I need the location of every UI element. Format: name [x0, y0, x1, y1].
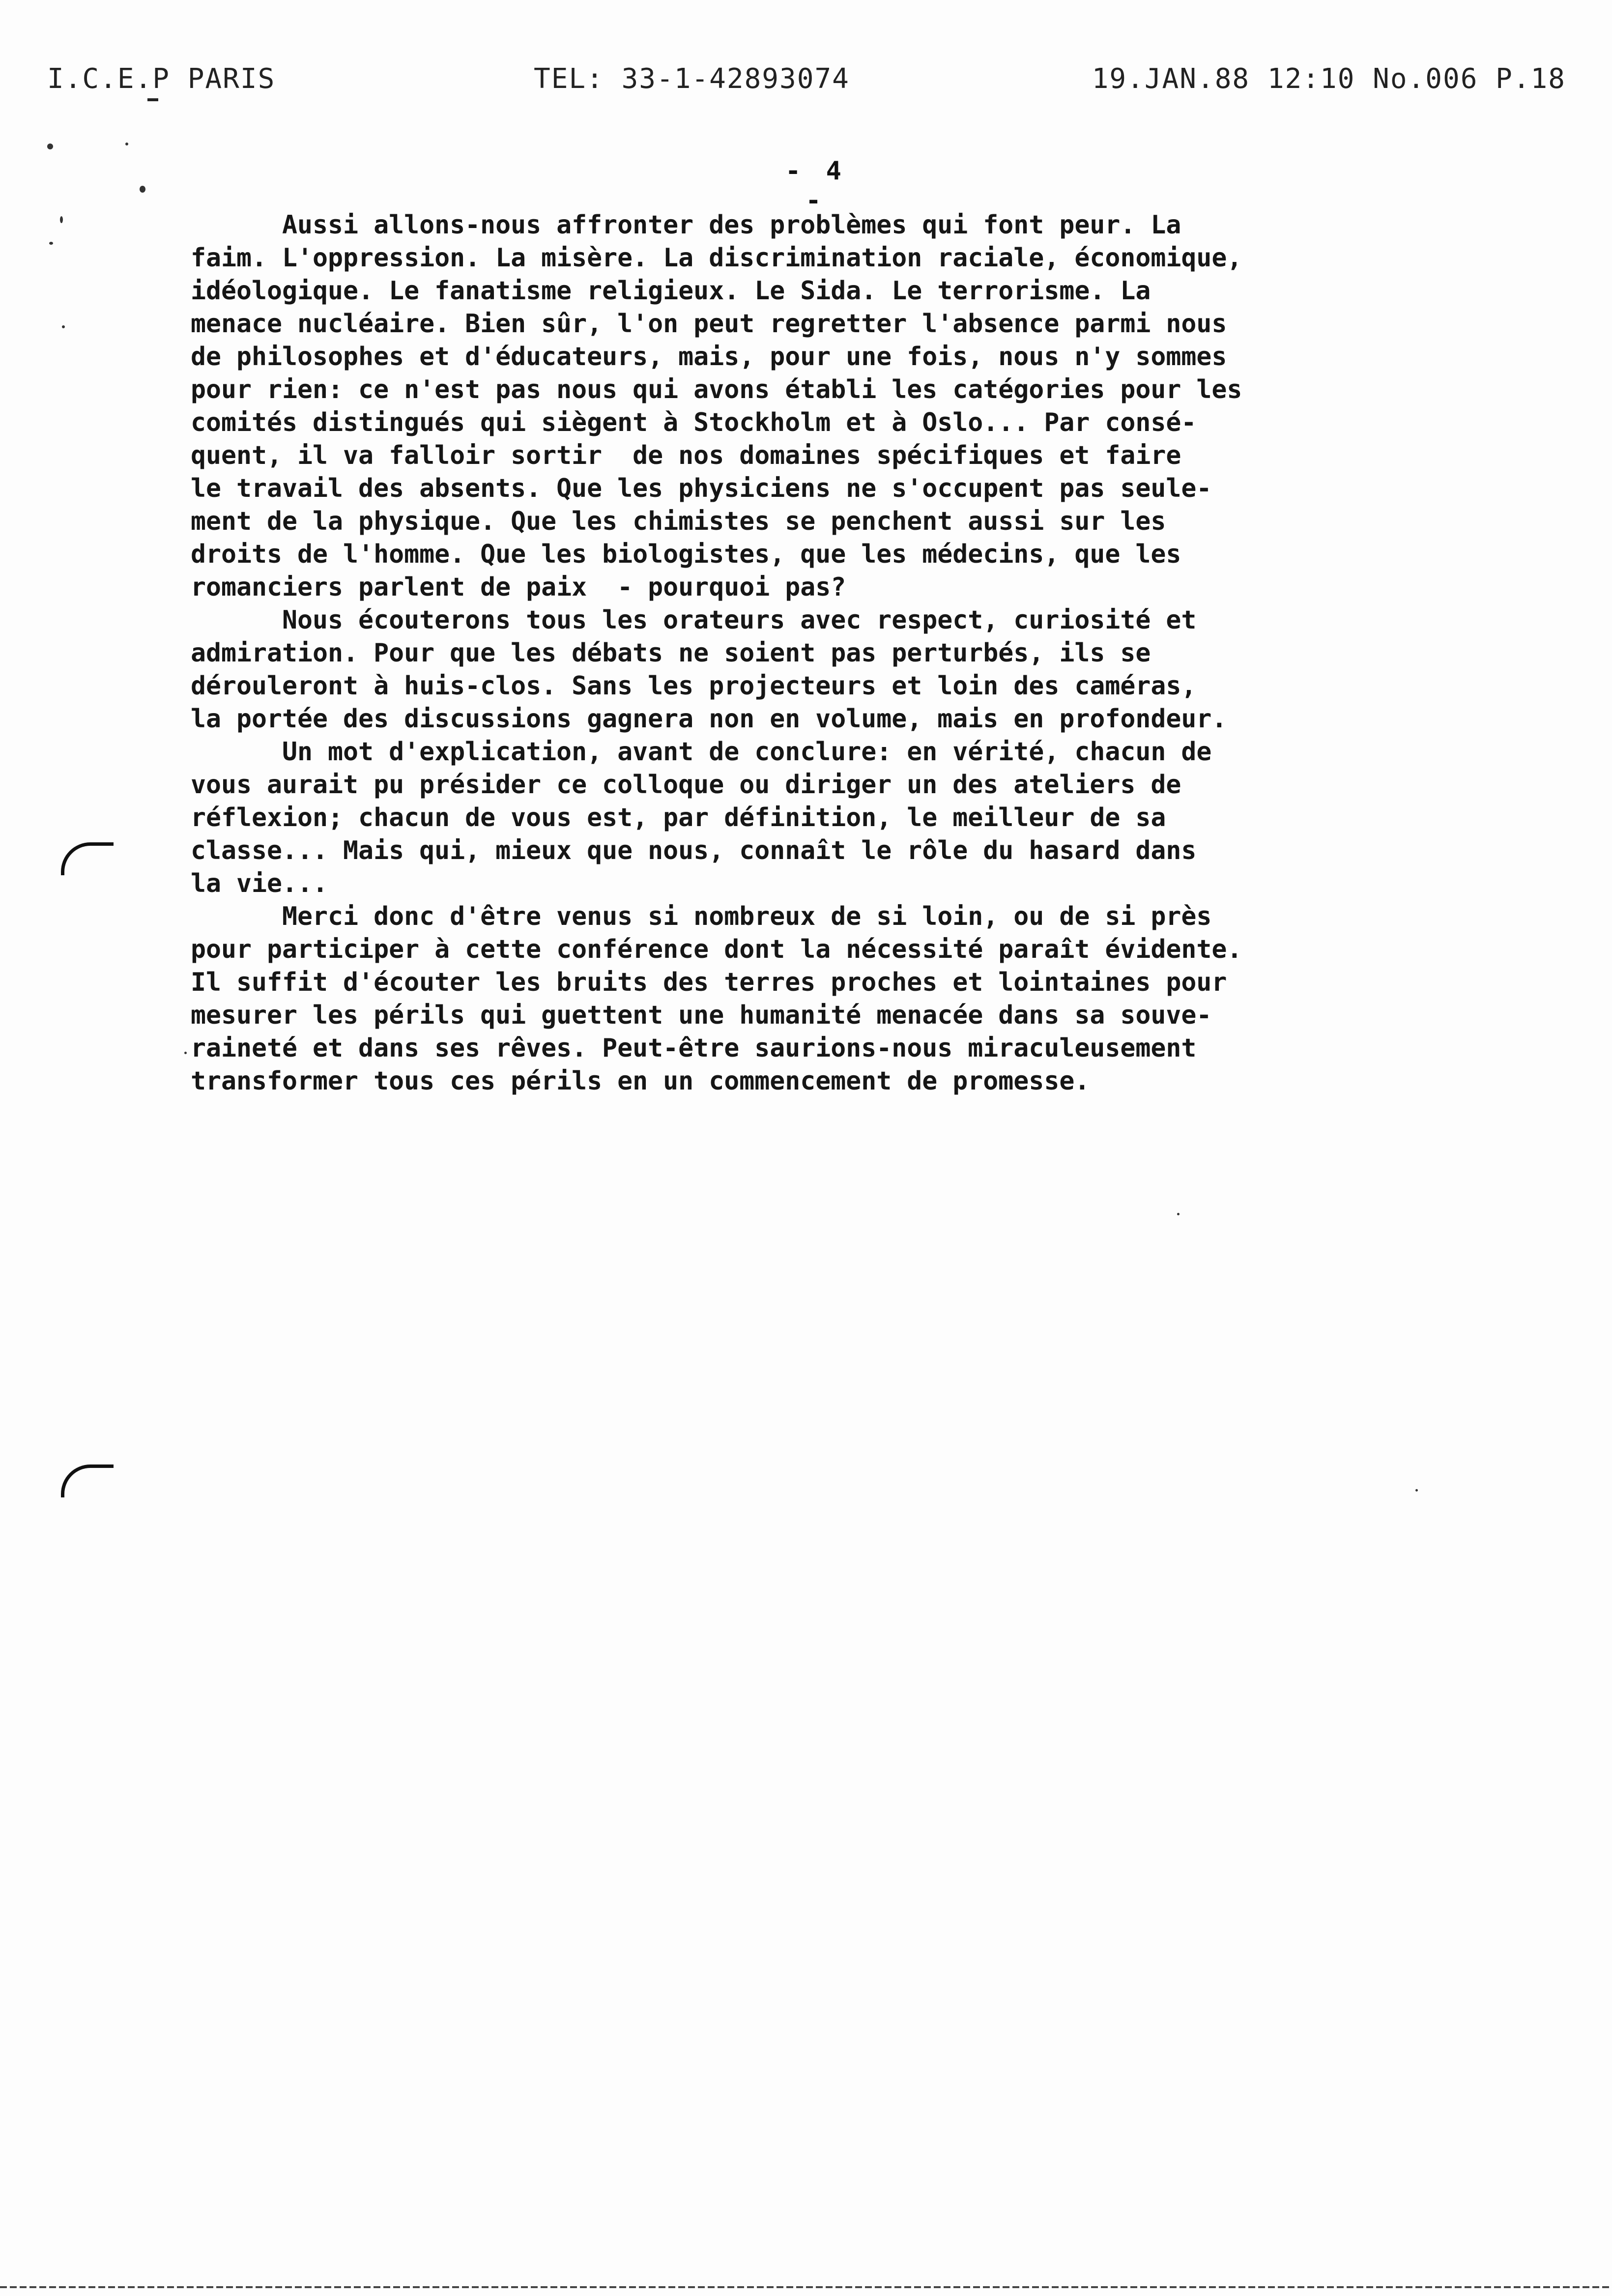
text-line: raineté et dans ses rêves. Peut-être saurions-nous miraculeusement: [191, 1033, 1197, 1063]
scan-speck: [60, 216, 63, 223]
punch-hole-mark: [61, 842, 114, 875]
scan-speck: [47, 144, 53, 149]
scan-speck: [184, 1052, 187, 1054]
text-line: quent, il va falloir sortir de nos domaines spécifiques et faire: [191, 441, 1181, 470]
text-line: romanciers parlent de paix - pourquoi pas?: [191, 573, 846, 602]
text-line: classe... Mais qui, mieux que nous, connaît le rôle du hasard dans: [191, 836, 1197, 865]
body-text: [191, 209, 1562, 1098]
text-line: menace nucléaire. Bien sûr, l'on peut regretter l'absence parmi nous: [191, 309, 1227, 339]
fax-telephone: TEL: 33-1-42893074: [534, 63, 850, 95]
header-mark: [147, 98, 158, 101]
fax-date-page-info: 19.JAN.88 12:10 No.006 P.18: [1092, 63, 1566, 95]
scan-speck: [140, 186, 145, 193]
scan-speck: [1177, 1213, 1180, 1215]
scan-speck: [49, 242, 53, 245]
text-line: la vie...: [191, 869, 328, 898]
text-line: dérouleront à huis-clos. Sans les projecteurs et loin des caméras,: [191, 671, 1197, 701]
text-line: vous aurait pu présider ce colloque ou diriger un des ateliers de: [191, 770, 1181, 800]
fax-header: [47, 63, 1566, 97]
page-number: - 4 -: [785, 156, 846, 215]
text-line: comités distingués qui siègent à Stockholm et à Oslo... Par consé-: [191, 408, 1197, 437]
scan-speck: [62, 325, 65, 328]
text-line: Un mot d'explication, avant de conclure: en vérité, chacun de: [191, 737, 1212, 767]
text-line: admiration. Pour que les débats ne soient pas perturbés, ils se: [191, 638, 1151, 668]
text-line: Nous écouterons tous les orateurs avec respect, curiosité et: [191, 605, 1197, 635]
text-line: pour participer à cette conférence dont la nécessité paraît évidente.: [191, 935, 1242, 964]
text-line: la portée des discussions gagnera non en volume, mais en profondeur.: [191, 704, 1227, 734]
fax-sender: I.C.E.P PARIS: [47, 63, 276, 95]
text-line: de philosophes et d'éducateurs, mais, pour une fois, nous n'y sommes: [191, 342, 1227, 372]
scan-bottom-edge: [0, 2286, 1612, 2288]
text-line: pour rien: ce n'est pas nous qui avons établi les catégories pour les: [191, 375, 1242, 404]
text-line: ment de la physique. Que les chimistes se penchent aussi sur les: [191, 507, 1166, 536]
text-line: mesurer les périls qui guettent une humanité menacée dans sa souve-: [191, 1001, 1212, 1030]
scan-speck: [1415, 1489, 1418, 1492]
text-line: Aussi allons-nous affronter des problèmes qui font peur. La: [191, 210, 1181, 240]
scan-speck: [125, 143, 128, 145]
punch-hole-mark: [61, 1464, 114, 1497]
text-line: faim. L'oppression. La misère. La discrimination raciale, économique,: [191, 243, 1242, 273]
text-line: le travail des absents. Que les physiciens ne s'occupent pas seule-: [191, 474, 1212, 503]
text-line: Merci donc d'être venus si nombreux de si loin, ou de si près: [191, 902, 1212, 931]
text-line: droits de l'homme. Que les biologistes, que les médecins, que les: [191, 540, 1181, 569]
text-line: idéologique. Le fanatisme religieux. Le Sida. Le terrorisme. La: [191, 276, 1151, 306]
text-line: Il suffit d'écouter les bruits des terres proches et lointaines pour: [191, 968, 1227, 997]
text-line: réflexion; chacun de vous est, par définition, le meilleur de sa: [191, 803, 1166, 832]
text-line: transformer tous ces périls en un commencement de promesse.: [191, 1066, 1090, 1096]
